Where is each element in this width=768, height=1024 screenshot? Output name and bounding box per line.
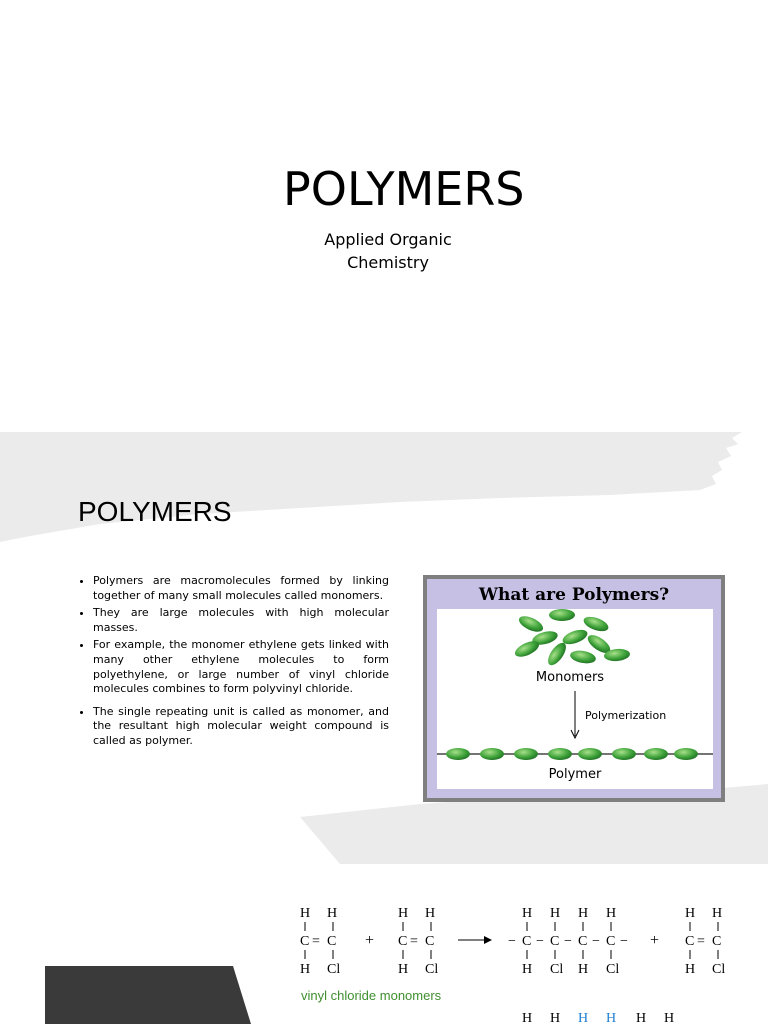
monomer-3 bbox=[685, 906, 725, 977]
svg-text:C: C bbox=[522, 934, 532, 949]
monomer-caption: vinyl chloride monomers bbox=[301, 988, 442, 1003]
slide-title: POLYMERS bbox=[283, 162, 525, 216]
polymerization-label: Polymerization bbox=[585, 709, 667, 722]
svg-text:H: H bbox=[300, 906, 311, 921]
polymer-chain bbox=[508, 906, 628, 977]
svg-text:−: − bbox=[592, 934, 600, 949]
polymer-figure bbox=[423, 575, 725, 802]
svg-text:H: H bbox=[578, 1011, 589, 1024]
bullet-item: • The single repeating unit is called as monomer, and the resultant high molecular weight compound is called as polymer. bbox=[93, 705, 389, 749]
monomer-1 bbox=[300, 906, 340, 977]
slide-subtitle: Applied Organic Chemistry bbox=[324, 230, 452, 272]
svg-text:C: C bbox=[606, 934, 616, 949]
svg-text:H: H bbox=[664, 1011, 675, 1024]
svg-text:C: C bbox=[398, 934, 408, 949]
svg-text:Cl: Cl bbox=[712, 962, 726, 977]
bullet-item: • For example, the monomer ethylene gets linked with many other ethylene molecules to form polyethylene, or large number of vinyl chloride molecules combines to form polyvinyl chloride. bbox=[93, 638, 389, 696]
bullet-list bbox=[78, 574, 389, 752]
svg-text:H: H bbox=[327, 906, 338, 921]
content-slide bbox=[0, 432, 768, 864]
svg-text:H: H bbox=[685, 906, 696, 921]
svg-text:H: H bbox=[300, 962, 311, 977]
svg-text:H: H bbox=[685, 962, 696, 977]
svg-text:H: H bbox=[550, 1011, 561, 1024]
svg-text:−: − bbox=[620, 934, 628, 949]
reaction-slide bbox=[0, 864, 768, 1024]
svg-text:C: C bbox=[550, 934, 560, 949]
svg-text:C: C bbox=[712, 934, 722, 949]
svg-text:=: = bbox=[312, 934, 320, 949]
svg-text:Cl: Cl bbox=[550, 962, 564, 977]
svg-text:H: H bbox=[550, 906, 561, 921]
svg-text:C: C bbox=[685, 934, 695, 949]
bullet-item: • Polymers are macromolecules formed by linking together of many small molecules called monomers. bbox=[93, 574, 389, 603]
polymer-row-partial bbox=[522, 1011, 674, 1024]
bullet-item: • They are large molecules with high molecular masses. bbox=[93, 606, 389, 635]
figure-frame bbox=[427, 579, 721, 798]
svg-text:H: H bbox=[606, 906, 617, 921]
svg-text:C: C bbox=[300, 934, 310, 949]
monomers-label: Monomers bbox=[535, 670, 605, 685]
polymer-label: Polymer bbox=[548, 767, 602, 782]
svg-text:H: H bbox=[522, 1011, 533, 1024]
svg-text:H: H bbox=[578, 962, 589, 977]
svg-text:H: H bbox=[712, 906, 723, 921]
svg-text:C: C bbox=[578, 934, 588, 949]
figure-panel bbox=[437, 609, 713, 789]
svg-text:−: − bbox=[536, 934, 544, 949]
svg-text:H: H bbox=[522, 906, 533, 921]
svg-text:H: H bbox=[398, 962, 409, 977]
title-slide bbox=[0, 0, 768, 432]
plus-sign: + bbox=[650, 932, 660, 949]
figure-title: What are Polymers? bbox=[478, 585, 670, 605]
content-title: POLYMERS bbox=[78, 496, 232, 527]
svg-text:−: − bbox=[508, 934, 516, 949]
dark-corner-shape bbox=[45, 966, 251, 1024]
svg-text:−: − bbox=[564, 934, 572, 949]
svg-text:=: = bbox=[410, 934, 418, 949]
plus-sign: + bbox=[365, 932, 375, 949]
monomer-beads bbox=[513, 609, 631, 668]
svg-text:H: H bbox=[522, 962, 533, 977]
svg-text:Cl: Cl bbox=[606, 962, 620, 977]
svg-text:H: H bbox=[425, 906, 436, 921]
polymer-beads bbox=[446, 748, 698, 760]
svg-text:C: C bbox=[425, 934, 435, 949]
svg-text:=: = bbox=[697, 934, 705, 949]
svg-text:H: H bbox=[636, 1011, 647, 1024]
svg-text:H: H bbox=[578, 906, 589, 921]
polymer-diagram bbox=[437, 609, 713, 789]
svg-text:C: C bbox=[327, 934, 337, 949]
svg-text:Cl: Cl bbox=[327, 962, 341, 977]
svg-text:H: H bbox=[606, 1011, 617, 1024]
svg-text:Cl: Cl bbox=[425, 962, 439, 977]
monomer-2 bbox=[398, 906, 438, 977]
svg-text:H: H bbox=[398, 906, 409, 921]
